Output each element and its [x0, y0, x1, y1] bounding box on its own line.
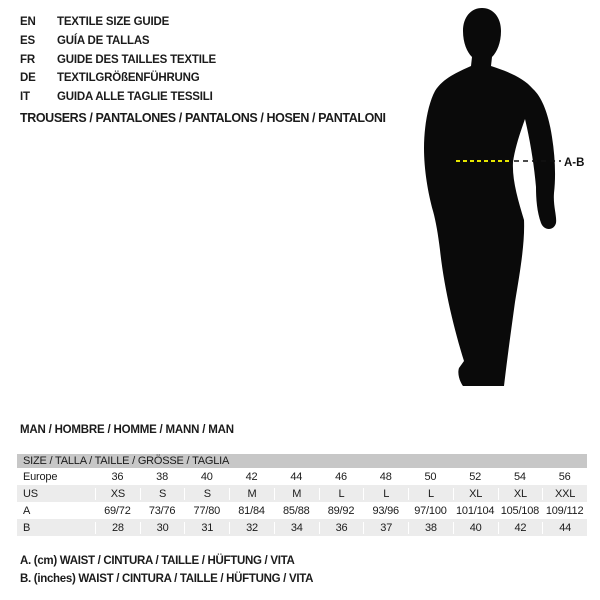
size-cell: 50	[424, 470, 437, 483]
size-cell: XS	[95, 488, 140, 500]
size-cell: 85/88	[283, 504, 310, 517]
size-cell: 52	[469, 470, 482, 483]
measure-footnotes	[20, 552, 313, 588]
table-row-b-inches	[17, 519, 587, 536]
size-cell: 42	[245, 470, 258, 483]
size-cell: S	[140, 488, 185, 500]
list-item	[20, 50, 216, 69]
row-label: Europe	[23, 470, 58, 483]
language-label: GUÍA DE TALLAS	[57, 35, 150, 48]
size-cell: M	[274, 488, 319, 500]
size-cell: 105/108	[500, 504, 540, 517]
size-cell: 34	[274, 522, 319, 534]
size-cell: 36	[319, 522, 364, 534]
list-item	[20, 13, 216, 32]
footnote-b-inches: B. (inches) WAIST / CINTURA / TAILLE / HÜFTUNG / VITA	[20, 573, 314, 585]
section-title-man: MAN / HOMBRE / HOMME / MANN / MAN	[20, 424, 234, 436]
language-label: TEXTILGRÖßENFÜHRUNG	[57, 72, 200, 85]
size-cell: XL	[498, 488, 543, 500]
size-cell: 40	[200, 470, 213, 483]
size-cell: 44	[542, 522, 587, 534]
size-cell: XXL	[542, 488, 587, 500]
size-cell: 28	[95, 522, 140, 534]
size-cell: L	[319, 488, 364, 500]
size-cell: 56	[558, 470, 571, 483]
size-cell: 36	[111, 470, 124, 483]
man-silhouette-figure	[420, 0, 595, 400]
language-code: ES	[20, 35, 35, 48]
size-cell: L	[408, 488, 453, 500]
size-cell: 54	[513, 470, 526, 483]
language-label: GUIDA ALLE TAGLIE TESSILI	[57, 91, 213, 104]
language-label: GUIDE DES TAILLES TEXTILE	[57, 53, 216, 66]
size-cell: 81/84	[238, 504, 265, 517]
size-cell: 48	[379, 470, 392, 483]
size-cell: S	[184, 488, 229, 500]
language-code: IT	[20, 91, 30, 104]
size-cell: 77/80	[193, 504, 221, 517]
size-cell: 42	[498, 522, 543, 534]
language-label: TEXTILE SIZE GUIDE	[57, 16, 170, 29]
language-code: FR	[20, 53, 35, 66]
table-row-us	[17, 485, 587, 502]
list-item	[20, 69, 216, 88]
language-code: DE	[20, 72, 36, 85]
size-cell: 38	[408, 522, 453, 534]
row-label: B	[23, 521, 31, 534]
size-cell: XL	[453, 488, 498, 500]
size-table-header: SIZE / TALLA / TAILLE / GRÖSSE / TAGLIA	[17, 454, 587, 468]
size-cell: 109/112	[545, 504, 584, 517]
size-cell: 32	[229, 522, 274, 534]
size-cell: 101/104	[455, 504, 495, 517]
table-row-europe	[17, 468, 587, 485]
size-cell: 93/96	[372, 504, 399, 517]
size-cell: 69/72	[104, 504, 131, 517]
row-label: US	[23, 487, 38, 500]
language-code: EN	[20, 16, 36, 29]
size-cell: M	[229, 488, 274, 500]
list-item	[20, 32, 216, 51]
language-guide-list	[20, 13, 216, 106]
size-cell: 97/100	[414, 504, 447, 517]
size-cell: 40	[453, 522, 498, 534]
measure-label: A-B	[564, 157, 585, 169]
size-cell: 31	[184, 522, 229, 534]
size-cell: 44	[290, 470, 303, 483]
garment-category-title: TROUSERS / PANTALONES / PANTALONS / HOSEN / PANTALONI	[20, 111, 386, 125]
size-cell: 37	[363, 522, 408, 534]
list-item	[20, 88, 216, 107]
row-label: A	[23, 504, 31, 517]
size-cell: 89/92	[327, 504, 355, 517]
size-table	[17, 454, 587, 536]
size-cell: L	[363, 488, 408, 500]
size-cell: 46	[335, 470, 347, 483]
footnote-a-cm: A. (cm) WAIST / CINTURA / TAILLE / HÜFTUNG / VITA	[20, 555, 295, 567]
size-cell: 30	[140, 522, 185, 534]
table-row-a-cm	[17, 502, 587, 519]
man-silhouette-icon	[420, 0, 595, 400]
size-cell: 73/76	[148, 504, 176, 517]
size-cell: 38	[156, 470, 168, 483]
